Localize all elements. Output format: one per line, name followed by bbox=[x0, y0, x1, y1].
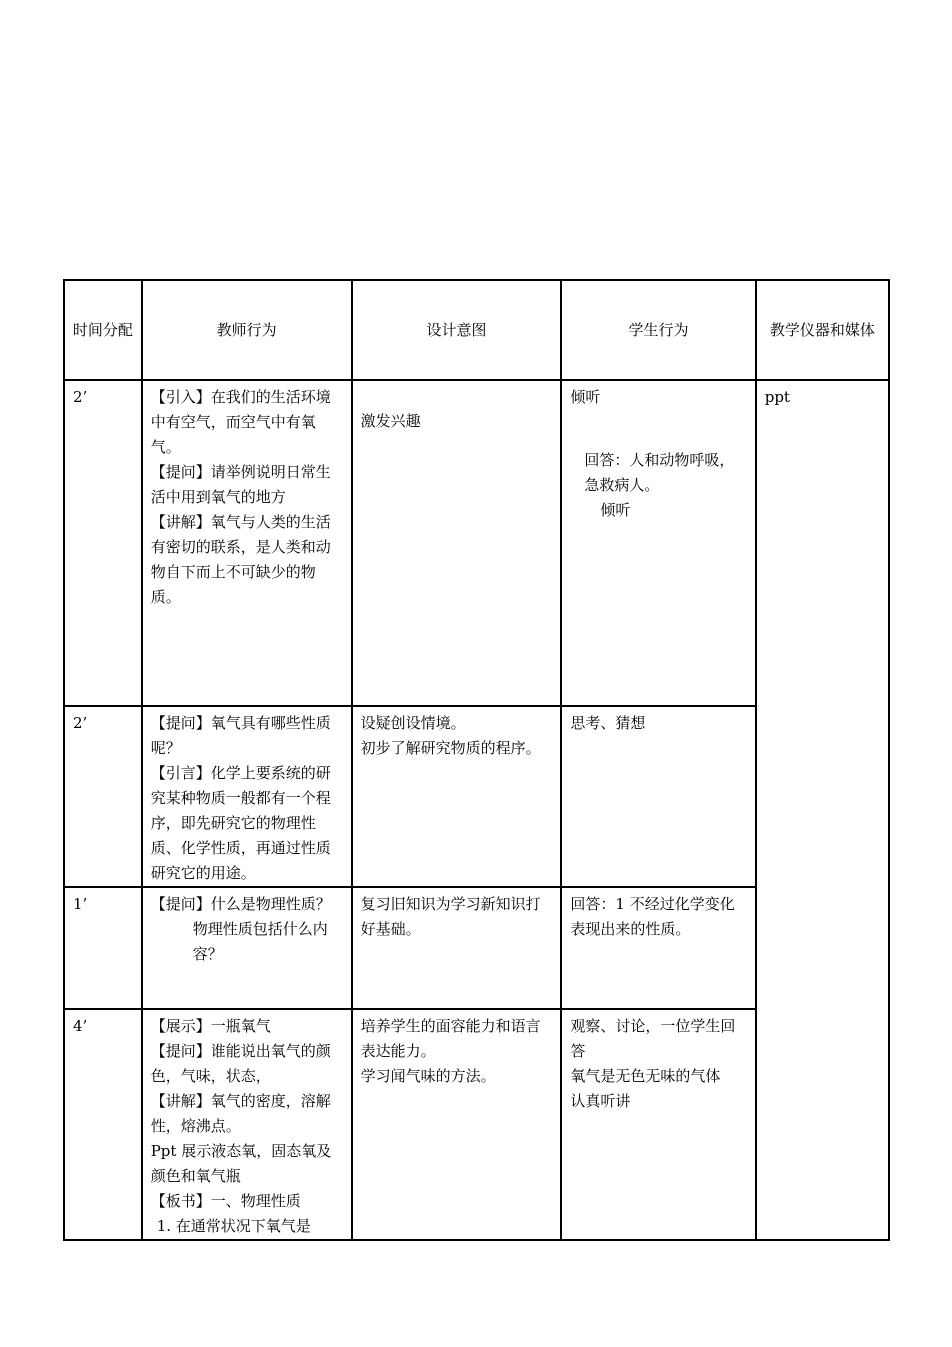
header-media: 教学仪器和媒体 bbox=[756, 280, 889, 380]
teacher-text: 【提问】什么是物理性质？ bbox=[150, 895, 331, 913]
intent-cell bbox=[352, 887, 562, 1009]
teacher-text: 【引入】在我们的生活环境中有空气，而空气中有氧气。 bbox=[150, 388, 331, 456]
time-value: 2’ bbox=[73, 388, 88, 406]
intent-cell bbox=[352, 380, 562, 706]
time-cell bbox=[64, 1009, 142, 1240]
teacher-text: 【提问】请举例说明日常生活中用到氧气的地方 bbox=[150, 463, 331, 506]
table-row bbox=[64, 380, 889, 706]
teacher-text: 【讲解】氧气的密度，溶解性，熔沸点。 bbox=[150, 1092, 331, 1135]
teacher-text: 【板书】一、物理性质 bbox=[150, 1192, 301, 1210]
time-value: 1’ bbox=[73, 895, 88, 913]
intent-text: 初步了解研究物质的程序。 bbox=[360, 739, 541, 757]
teacher-text: 物理性质包括什么内容？ bbox=[192, 920, 328, 963]
teacher-text: 【提问】氧气具有哪些性质呢？ bbox=[150, 714, 331, 757]
student-cell bbox=[561, 706, 755, 887]
student-text: 观察、讨论，一位学生回答 bbox=[570, 1017, 736, 1060]
time-value: 2’ bbox=[73, 714, 88, 732]
intent-text: 复习旧知识为学习新知识打好基础。 bbox=[360, 895, 541, 938]
teacher-text: 【讲解】氧气与人类的生活有密切的联系，是人类和动物自下而上不可缺少的物质。 bbox=[150, 513, 331, 606]
intent-text: 学习闻气味的方法。 bbox=[360, 1067, 496, 1085]
intent-text: 培养学生的面容能力和语言表达能力。 bbox=[360, 1017, 541, 1060]
time-cell bbox=[64, 887, 142, 1009]
student-text: 思考、猜想 bbox=[570, 714, 646, 732]
student-text: 回答：1 不经过化学变化表现出来的性质。 bbox=[570, 895, 735, 938]
student-text: 氧气是无色无味的气体 bbox=[570, 1067, 721, 1085]
student-text: 倾听 bbox=[570, 388, 601, 406]
student-cell bbox=[561, 1009, 755, 1240]
teacher-cell bbox=[142, 887, 352, 1009]
teacher-text: 1. 在通常状况下氧气是 bbox=[156, 1217, 311, 1235]
header-teacher: 教师行为 bbox=[142, 280, 352, 380]
intent-text: 激发兴趣 bbox=[360, 412, 421, 430]
intent-cell bbox=[352, 706, 562, 887]
student-cell bbox=[561, 380, 755, 706]
time-value: 4’ bbox=[73, 1017, 88, 1035]
student-text: 认真听讲 bbox=[570, 1092, 631, 1110]
teacher-text: 【展示】一瓶氧气 bbox=[150, 1017, 271, 1035]
header-time: 时间分配 bbox=[64, 280, 142, 380]
teacher-text: Ppt 展示液态氧，固态氧及颜色和氧气瓶 bbox=[150, 1142, 332, 1185]
intent-text: 设疑创设情境。 bbox=[360, 714, 466, 732]
teacher-text: 【提问】谁能说出氧气的颜色，气味，状态， bbox=[150, 1042, 331, 1085]
media-text: ppt bbox=[764, 388, 790, 406]
student-text: 回答：人和动物呼吸，急救病人。 bbox=[584, 451, 735, 494]
lesson-plan-table bbox=[63, 279, 890, 1241]
teacher-cell bbox=[142, 1009, 352, 1240]
teacher-cell bbox=[142, 380, 352, 706]
student-cell bbox=[561, 887, 755, 1009]
student-text: 倾听 bbox=[600, 501, 631, 519]
teacher-text: 【引言】化学上要系统的研究某种物质一般都有一个程序，即先研究它的物理性质、化学性质，再通过性质研究它的用途。 bbox=[150, 764, 331, 882]
header-intent: 设计意图 bbox=[352, 280, 562, 380]
time-cell bbox=[64, 706, 142, 887]
teacher-cell bbox=[142, 706, 352, 887]
intent-cell bbox=[352, 1009, 562, 1240]
media-cell bbox=[756, 380, 889, 1240]
header-row bbox=[64, 280, 889, 380]
time-cell bbox=[64, 380, 142, 706]
header-student: 学生行为 bbox=[561, 280, 755, 380]
